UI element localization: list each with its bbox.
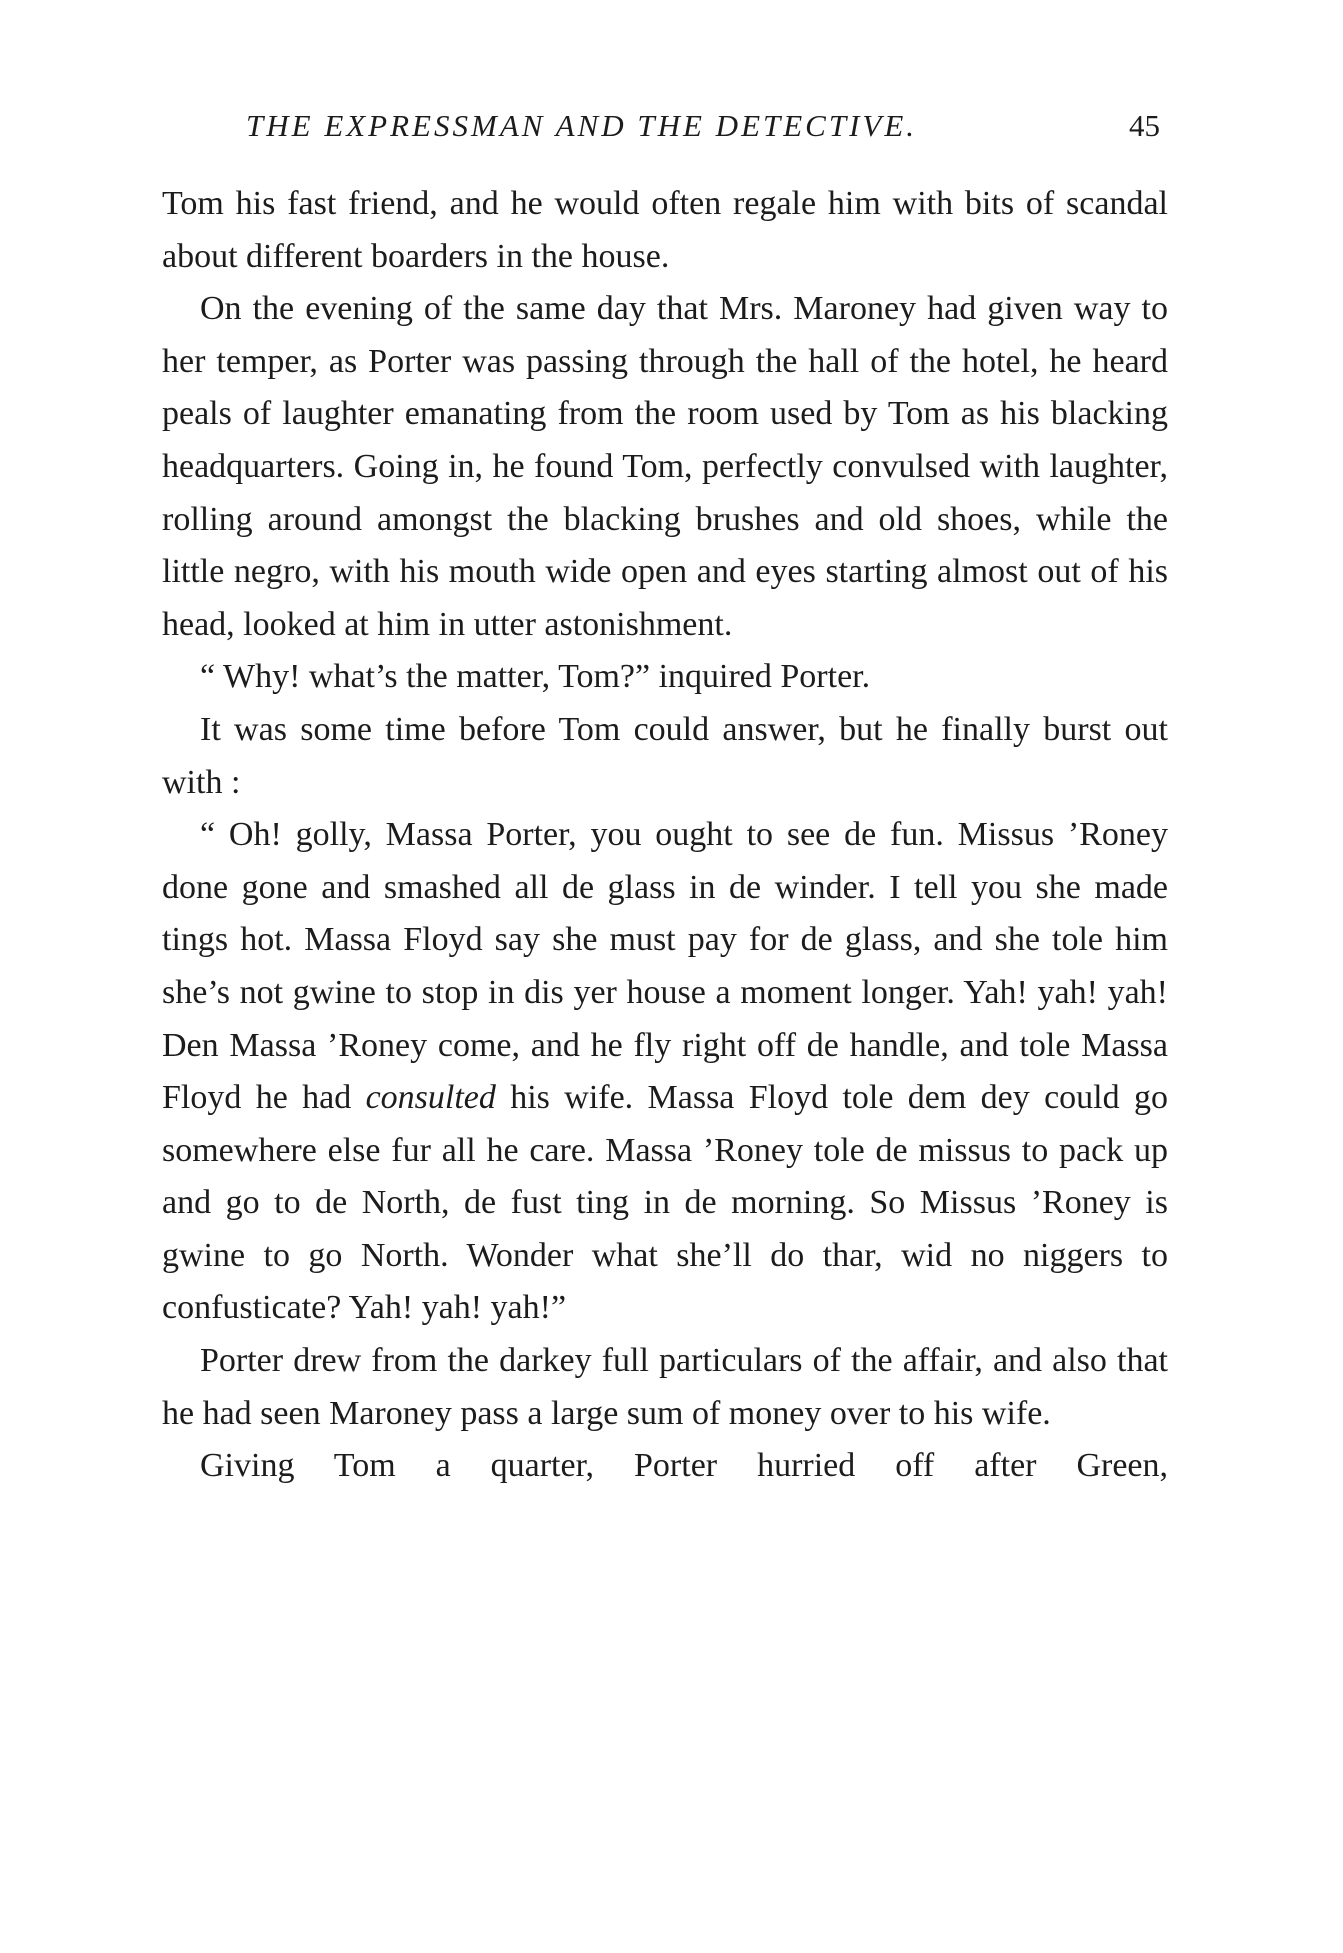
paragraph-continuation: Tom his fast friend, and he would often regale him with bits of scandal about different boarders in the house. [162,185,1168,275]
paragraph-evening-scene: On the evening of the same day that Mrs. Maroney had given way to her temper, as Porter was passing through the hall of the hotel, he heard peals of laughter emanating from the room used by Tom as his blacking headquarters. Going in, he found Tom, perfectly convulsed with laughter, rolling around amongst the blacking brushes and old shoes, while the little negro, with his mouth wide open and eyes starting almost out of his head, looked at him in utter astonishment. [162,290,1168,643]
tom-speech-part-1: “ Oh! golly, Massa Porter, you ought to see de fun. Missus ’Roney done gone and smashed all de glass in de winder. I tell you she made tings hot. Massa Floyd say she must pay for de glass, and she tole him she’s not gwine to stop in dis yer house a moment longer. Yah! yah! yah! Den Massa ’Roney come, and he fly right off de handle, and tole Massa Floyd he had [162,816,1168,1117]
paragraph-quarter: Giving Tom a quarter, Porter hurried off after Green, [200,1447,1168,1485]
paragraph-particulars: Porter drew from the darkey full particulars of the affair, and also that he had seen Maroney pass a large sum of money over to his wife. [162,1342,1168,1432]
tom-speech-emphasis: consulted [365,1079,496,1117]
body-text [162,178,1168,1493]
page-number: 45 [1129,108,1160,143]
running-title: THE EXPRESSMAN AND THE DETECTIVE. [246,108,918,143]
paragraph-tom-answer-intro: It was some time before Tom could answer, but he finally burst out with : [162,710,1168,801]
paragraph-tom-speech [162,809,1168,1335]
paragraph-porter-question: “ Why! what’s the matter, Tom?” inquired Porter. [200,658,871,696]
running-head [162,108,1172,158]
tom-speech-part-2: his wife. Massa Floyd tole dem dey could go somewhere else fur all he care. Massa ’Roney tole de missus to pack up and go to de North, de fust ting in de morning. So Missus ’Roney is gwine to go North. Wonder what she’ll do thar, wid no niggers to confusticate? Yah! yah! yah!” [162,1079,1168,1327]
